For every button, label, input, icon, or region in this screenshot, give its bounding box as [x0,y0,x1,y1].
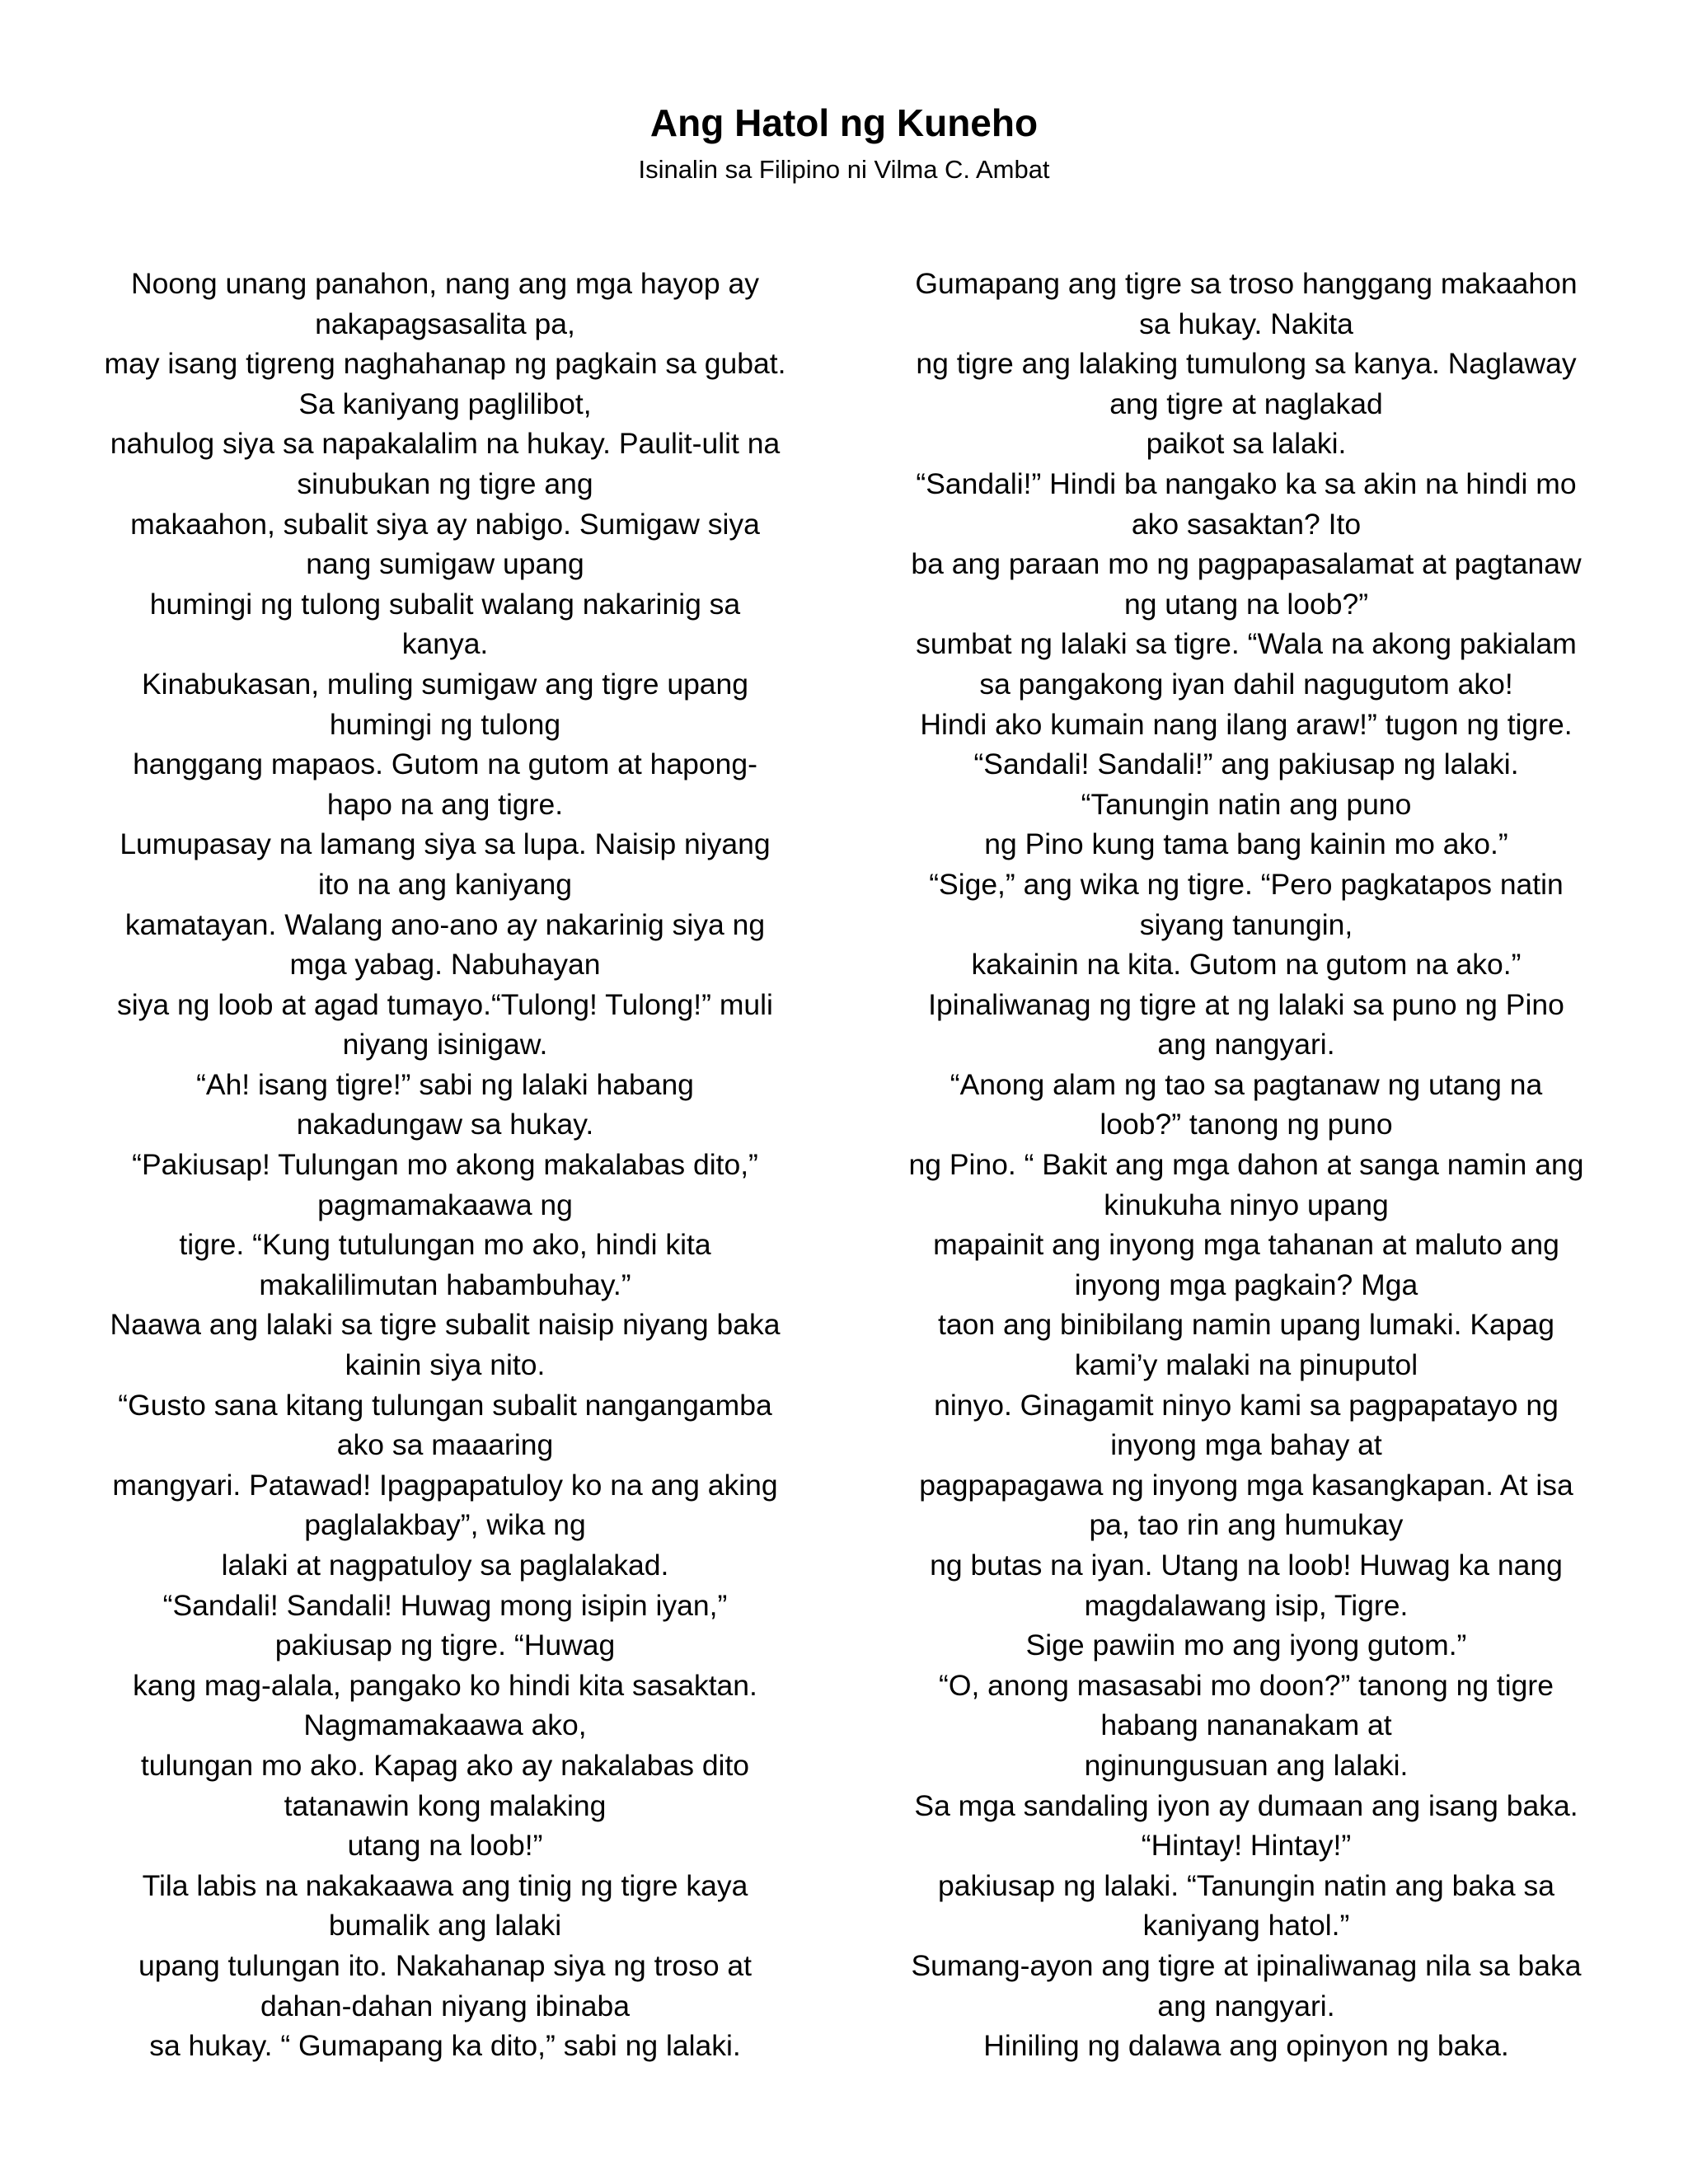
text-line: Tila labis na nakakaawa ang tinig ng tigre kaya [142,1868,748,1902]
text-line: utang na loob!” [347,1829,543,1863]
text-line: “O, anong masasabi mo doon?” tanong ng tigre [939,1668,1554,1702]
text-line: lalaki at nagpatuloy sa paglalakad. [221,1549,669,1582]
text-line: tigre. “Kung tutulungan mo ako, hindi kita [179,1228,711,1262]
text-line: sa hukay. “ Gumapang ka dito,” sabi ng lalaki. [149,2029,741,2063]
text-line: ng utang na loob?” [1123,587,1369,621]
text-line: ako sasaktan? Ito [1131,507,1362,541]
text-line: “Sige,” ang wika ng tigre. “Pero pagkatapos natin [929,867,1564,901]
text-line: kinukuha ninyo upang [1104,1188,1389,1221]
text-line: nakapagsasalita pa, [315,307,575,340]
text-line: Lumupasay na lamang siya sa lupa. Naisip niyang [120,827,771,861]
text-line: Nagmamakaawa ako, [303,1708,587,1742]
text-line: “Ah! isang tigre!” sabi ng lalaki habang [196,1067,694,1101]
text-line: mapainit ang inyong mga tahanan at maluto ang [933,1228,1559,1262]
text-line: makalilimutan habambuhay.” [259,1268,631,1301]
text-line: “Tanungin natin ang puno [1081,787,1412,821]
document-subtitle: Isinalin sa Filipino ni Vilma C. Ambat [638,155,1050,184]
text-line: upang tulungan ito. Nakahanap siya ng troso at [138,1948,753,1982]
text-line: ang nangyari. [1157,1028,1335,1062]
text-line: ba ang paraan mo ng pagpapasalamat at pagtanaw [911,547,1582,581]
text-line: nahulog siya sa napakalalim na hukay. Paulit-ulit na [110,427,781,461]
text-line: siyang tanungin, [1139,907,1353,941]
text-line: Sa mga sandaling iyon ay dumaan ang isang baka. [914,1788,1578,1822]
text-line: tulungan mo ako. Kapag ako ay nakalabas dito [140,1748,750,1782]
right-text-column [875,264,1617,2066]
text-line: inyong mga pagkain? Mga [1074,1268,1418,1301]
text-line: Sumang-ayon ang tigre at ipinaliwanag nila sa baka [911,1948,1582,1982]
text-line: nang sumigaw upang [306,547,584,581]
text-line: mangyari. Patawad! Ipagpapatuloy ko na ang aking [112,1468,778,1502]
text-line: niyang isinigaw. [342,1028,548,1062]
text-line: paikot sa lalaki. [1146,427,1347,461]
text-line: paglalakbay”, wika ng [304,1508,586,1542]
text-line: habang nananakam at [1100,1708,1392,1742]
text-line: ang tigre at naglakad [1109,387,1383,420]
text-line: makaahon, subalit siya ay nabigo. Sumigaw siya [130,507,760,541]
text-line: “Anong alam ng tao sa pagtanaw ng utang na [950,1067,1543,1101]
text-line: ng tigre ang lalaking tumulong sa kanya. Naglaway [916,347,1577,381]
text-line: bumalik ang lalaki [328,1909,562,1943]
text-line: sumbat ng lalaki sa tigre. “Wala na akong pakialam [916,627,1577,661]
left-text-column [82,264,808,2066]
text-line: magdalawang isip, Tigre. [1084,1588,1409,1622]
text-line: Kinabukasan, muling sumigaw ang tigre upang [141,667,749,701]
text-line: sa hukay. Nakita [1139,307,1353,340]
text-line: Gumapang ang tigre sa troso hanggang makaahon [915,267,1578,300]
text-line: humingi ng tulong subalit walang nakarinig sa [149,587,741,621]
text-line: pa, tao rin ang humukay [1089,1508,1404,1542]
text-line: kanya. [401,627,489,661]
text-line: “Pakiusap! Tulungan mo akong makalabas dito,” [132,1148,758,1182]
text-line: Naawa ang lalaki sa tigre subalit naisip niyang baka [110,1308,781,1342]
text-line: Ipinaliwanag ng tigre at ng lalaki sa puno ng Pino [928,987,1564,1021]
text-line: inyong mga bahay at [1110,1428,1382,1462]
text-line: hapo na ang tigre. [326,787,564,821]
text-line: Noong unang panahon, nang ang mga hayop ay [131,267,759,300]
text-line: dahan-dahan niyang ibinaba [260,1989,631,2022]
text-line: loob?” tanong ng puno [1100,1108,1393,1141]
text-line: kaniyang hatol.” [1142,1909,1350,1943]
text-line: ng Pino kung tama bang kainin mo ako.” [984,827,1508,861]
text-line: nginungusuan ang lalaki. [1084,1748,1409,1782]
text-line: “Sandali!” Hindi ba nangako ka sa akin na hindi mo [916,466,1577,500]
text-line: kamatayan. Walang ano-ano ay nakarinig siya ng [124,907,766,941]
text-line: pakiusap ng lalaki. “Tanungin natin ang baka sa [938,1868,1554,1902]
text-line: nakadungaw sa hukay. [296,1108,594,1141]
text-line: kainin siya nito. [345,1348,546,1382]
text-line: Sige pawiin mo ang iyong gutom.” [1025,1629,1467,1662]
text-line: humingi ng tulong [329,707,561,741]
text-line: ng Pino. “ Bakit ang mga dahon at sanga namin ang [908,1148,1584,1182]
text-line: mga yabag. Nabuhayan [289,948,601,982]
text-line: ako sa maaaring [336,1428,554,1462]
text-line: taon ang binibilang namin upang lumaki. Kapag [937,1308,1554,1342]
text-line: Sa kaniyang paglilibot, [298,387,592,420]
text-line: “Sandali! Sandali! Huwag mong isipin iyan,” [162,1588,728,1622]
text-line: tatanawin kong malaking [284,1788,607,1822]
text-line: ninyo. Ginagamit ninyo kami sa pagpapatayo ng [934,1388,1559,1422]
text-line: pagmamakaawa ng [317,1188,573,1221]
text-line: may isang tigreng naghahanap ng pagkain sa gubat. [104,347,786,381]
text-line: pakiusap ng tigre. “Huwag [274,1629,616,1662]
text-line: ng butas na iyan. Utang na loob! Huwag ka nang [930,1549,1563,1582]
text-line: Hiniling ng dalawa ang opinyon ng baka. [983,2029,1509,2063]
text-line: kang mag-alala, pangako ko hindi kita sasaktan. [133,1668,757,1702]
text-line: “Sandali! Sandali!” ang pakiusap ng lalaki. [973,748,1519,781]
text-line: “Hintay! Hintay!” [1141,1829,1352,1863]
text-line: kami’y malaki na pinuputol [1074,1348,1418,1382]
text-line: ito na ang kaniyang [318,867,572,901]
document-title: Ang Hatol ng Kuneho [649,101,1039,144]
text-line: “Gusto sana kitang tulungan subalit nangangamba [118,1388,772,1422]
text-line: sa pangakong iyan dahil nagugutom ako! [979,667,1513,701]
text-line: kakainin na kita. Gutom na gutom na ako.” [971,948,1522,982]
text-line: siya ng loob at agad tumayo.“Tulong! Tulong!” muli [117,987,773,1021]
text-line: pagpapagawa ng inyong mga kasangkapan. At isa [919,1468,1573,1502]
text-line: hanggang mapaos. Gutom na gutom at hapong- [133,748,757,781]
text-line: Hindi ako kumain nang ilang araw!” tugon ng tigre. [920,707,1573,741]
text-line: ang nangyari. [1157,1989,1335,2022]
text-line: sinubukan ng tigre ang [297,466,593,500]
